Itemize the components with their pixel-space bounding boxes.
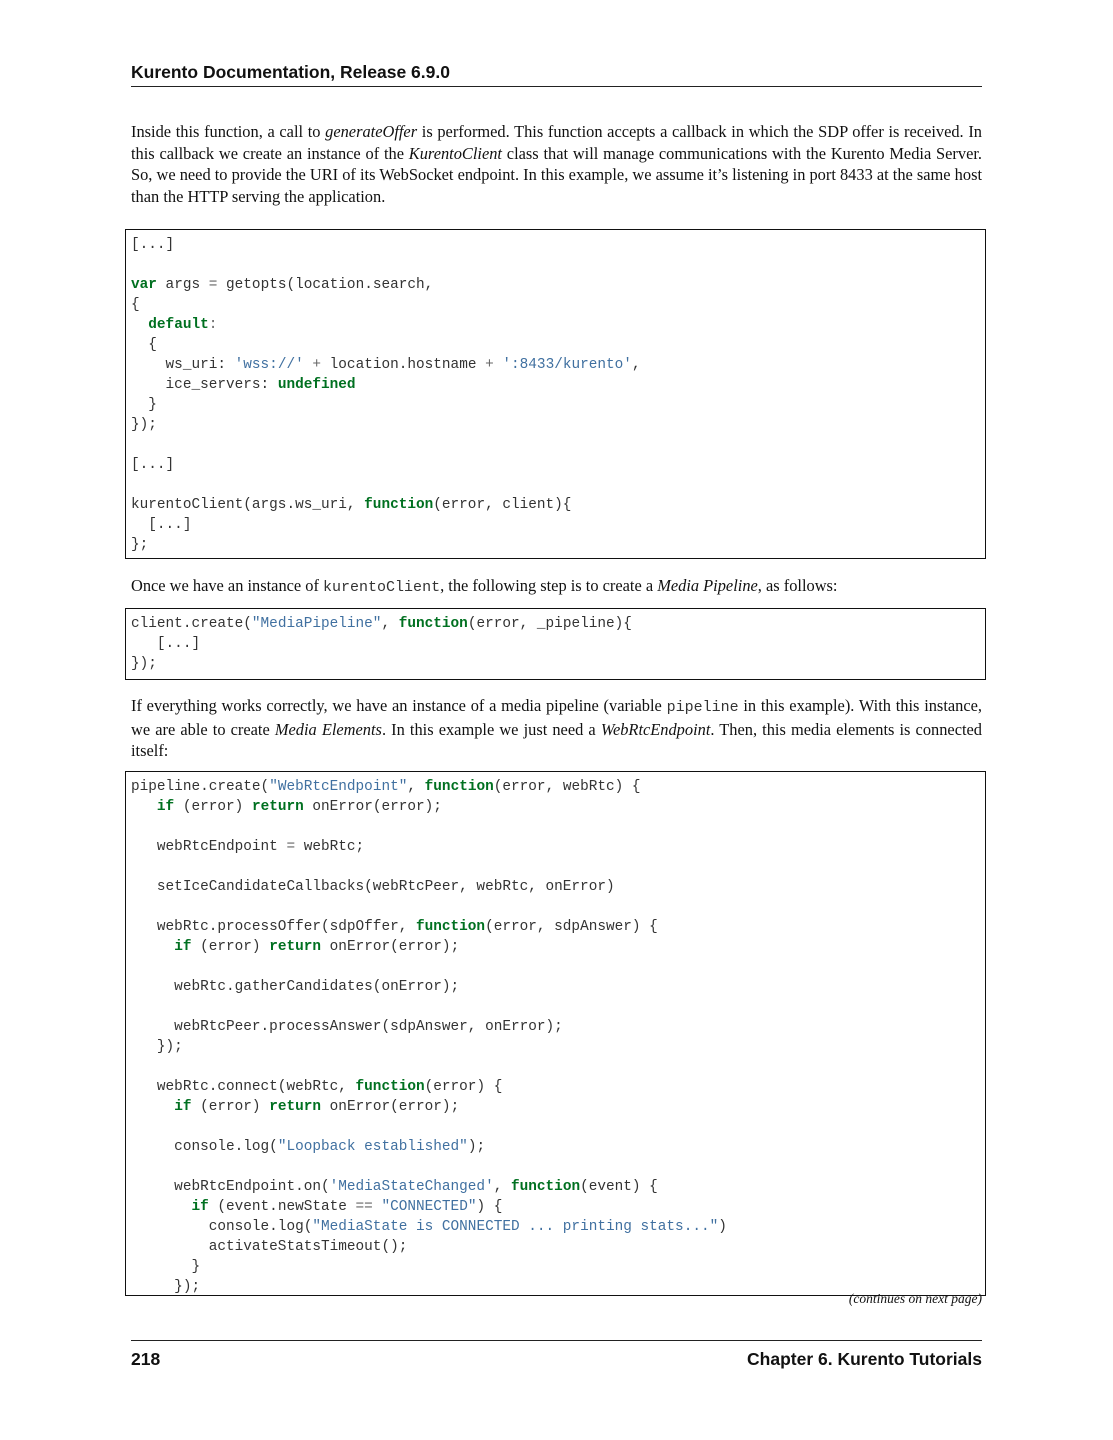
para1-text2: is performed. This function accepts a callback in which the SDP offer is received. In this callback we create an instance of the: [131, 122, 982, 163]
paragraph-media-elements: [131, 695, 982, 762]
code-operator: ==: [355, 1199, 373, 1215]
code-text: client.create(: [131, 616, 252, 632]
code-text: webRtc.connect(webRtc,: [131, 1079, 356, 1095]
code-keyword: if: [174, 1099, 192, 1115]
para1-emph1: generateOffer: [325, 122, 418, 141]
code-text: (error) {: [424, 1079, 503, 1095]
code-text: webRtc;: [295, 839, 365, 855]
para3-inline-code: pipeline: [666, 699, 739, 716]
footer-divider: [131, 1340, 982, 1341]
code-operator: =: [208, 277, 218, 293]
code-indent: [131, 1199, 191, 1215]
code-line: {: [131, 297, 140, 313]
code-line: [...]: [131, 636, 201, 652]
code-string: 'MediaStateChanged': [329, 1179, 494, 1195]
code-keyword: if: [191, 1199, 209, 1215]
code-text: console.log(: [131, 1139, 278, 1155]
code-text: ,: [493, 1179, 511, 1195]
page-number: 218: [131, 1349, 161, 1369]
code-text: (error, client){: [433, 497, 572, 513]
code-text: ,: [381, 616, 399, 632]
code-keyword: function: [415, 919, 486, 935]
code-operator: =: [286, 839, 296, 855]
para3-text1: If everything works correctly, we have an instance of a media pipeline (variable: [131, 696, 667, 715]
code-keyword: function: [511, 1179, 581, 1195]
para2-text3: , as follows:: [757, 576, 838, 595]
code-line: setIceCandidateCallbacks(webRtcPeer, webRtc, onError): [131, 879, 615, 895]
code-line: });: [131, 656, 157, 672]
code-keyword: function: [364, 497, 434, 513]
code-line: };: [131, 537, 149, 553]
code-text: ,: [631, 357, 641, 373]
para1-emph2: KurentoClient: [408, 143, 502, 163]
code-indent: [131, 939, 174, 955]
code-operator: :: [208, 317, 218, 333]
para3-emph1: Media Elements: [274, 719, 382, 739]
code-string: "WebRtcEndpoint": [269, 779, 408, 795]
code-text: webRtcEndpoint: [131, 839, 287, 855]
code-operator: +: [476, 357, 503, 373]
para3-emph2: WebRtcEndpoint: [600, 719, 711, 739]
code-text: (event.newState: [208, 1199, 356, 1215]
code-text: onError(error);: [321, 939, 460, 955]
code-text: (error, sdpAnswer) {: [485, 919, 658, 935]
para1-text3: class that will manage communications with the Kurento Media Server. So, we need to provide the URI of its WebSocket endpoint. In this example, we assume it’s listening in port 8433 at the same host than the HTTP serving the application.: [131, 143, 983, 207]
code-line: [...]: [131, 457, 175, 473]
header-title: Kurento Documentation, Release 6.9.0: [131, 62, 450, 82]
para3-text2: in this example). With this instance, we are able to create: [131, 696, 982, 739]
code-string: "Loopback established": [277, 1139, 468, 1155]
code-line: webRtcPeer.processAnswer(sdpAnswer, onError);: [131, 1019, 563, 1035]
code-block-webrtc-endpoint: [125, 771, 986, 1296]
code-line: webRtc.gatherCandidates(onError);: [131, 979, 460, 995]
code-line: activateStatsTimeout();: [131, 1239, 408, 1255]
code-text: ,: [407, 779, 425, 795]
code-text: (event) {: [580, 1179, 658, 1195]
code-text: (error, _pipeline){: [467, 616, 632, 632]
code-text: args: [156, 277, 209, 293]
code-keyword: undefined: [277, 377, 356, 393]
para2-emph1: Media Pipeline: [657, 576, 758, 595]
code-line: {: [131, 337, 157, 353]
code-text: onError(error);: [321, 1099, 460, 1115]
code-block-kurento-client: [125, 229, 986, 559]
code-keyword: return: [269, 939, 322, 955]
code-text: (error, webRtc) {: [493, 779, 641, 795]
code-keyword: default: [148, 317, 209, 333]
continues-caption: (continues on next page): [848, 1291, 982, 1306]
code-string: "MediaPipeline": [251, 616, 382, 632]
code-keyword: return: [269, 1099, 322, 1115]
code-text: onError(error);: [303, 799, 442, 815]
code-block-media-pipeline: [125, 608, 986, 680]
para2-text2: , the following step is to create a: [440, 576, 658, 595]
para2-text1: Once we have an instance of: [131, 576, 324, 595]
running-header: [131, 62, 982, 87]
code-keyword: if: [156, 799, 175, 815]
paragraph-pipeline: [131, 575, 982, 599]
para2-inline-code: kurentoClient: [323, 579, 441, 596]
code-line: });: [131, 1039, 183, 1055]
code-text: webRtc.processOffer(sdpOffer,: [131, 919, 416, 935]
chapter-title: Chapter 6. Kurento Tutorials: [747, 1349, 982, 1369]
code-text: console.log(: [131, 1219, 313, 1235]
code-line: }: [131, 397, 157, 413]
code-text: );: [467, 1139, 486, 1155]
code-string: ':8433/kurento': [502, 357, 632, 373]
code-text: ice_servers:: [131, 377, 278, 393]
code-line: }: [131, 1259, 201, 1275]
code-indent: [131, 317, 148, 333]
code-text: (error): [191, 1099, 270, 1115]
code-keyword: if: [174, 939, 192, 955]
code-keyword: return: [251, 799, 304, 815]
code-keyword: function: [398, 616, 468, 632]
para3-text4: . Then, this media elements is connected itself:: [131, 719, 982, 761]
code-keyword: function: [355, 1079, 425, 1095]
code-keyword: function: [424, 779, 494, 795]
code-line: });: [131, 417, 157, 433]
code-line: [...]: [131, 517, 192, 533]
code-indent: [131, 1099, 174, 1115]
code-text: ) {: [476, 1199, 503, 1215]
para1-text1: Inside this function, a call to: [131, 122, 326, 141]
code-text: getopts(location.search,: [217, 277, 434, 293]
code-text: location.hostname: [329, 357, 477, 373]
code-text: ): [718, 1219, 727, 1235]
code-string: 'wss://': [234, 357, 304, 373]
code-text: webRtcEndpoint.on(: [131, 1179, 330, 1195]
code-indent: [131, 799, 157, 815]
para3-text3: . In this example we just need a: [381, 719, 601, 739]
code-text: (error): [174, 799, 252, 815]
code-text: ws_uri:: [131, 357, 235, 373]
code-line: [...]: [131, 237, 175, 253]
code-text: kurentoClient(args.ws_uri,: [131, 497, 365, 513]
code-keyword: var: [131, 277, 157, 293]
code-string: "CONNECTED": [381, 1199, 477, 1215]
code-operator: +: [303, 357, 330, 373]
paragraph-intro: [131, 121, 982, 208]
code-text: pipeline.create(: [131, 779, 270, 795]
code-text: (error): [191, 939, 270, 955]
code-line: });: [131, 1279, 201, 1295]
code-string: "MediaState is CONNECTED ... printing stats...": [312, 1219, 719, 1235]
